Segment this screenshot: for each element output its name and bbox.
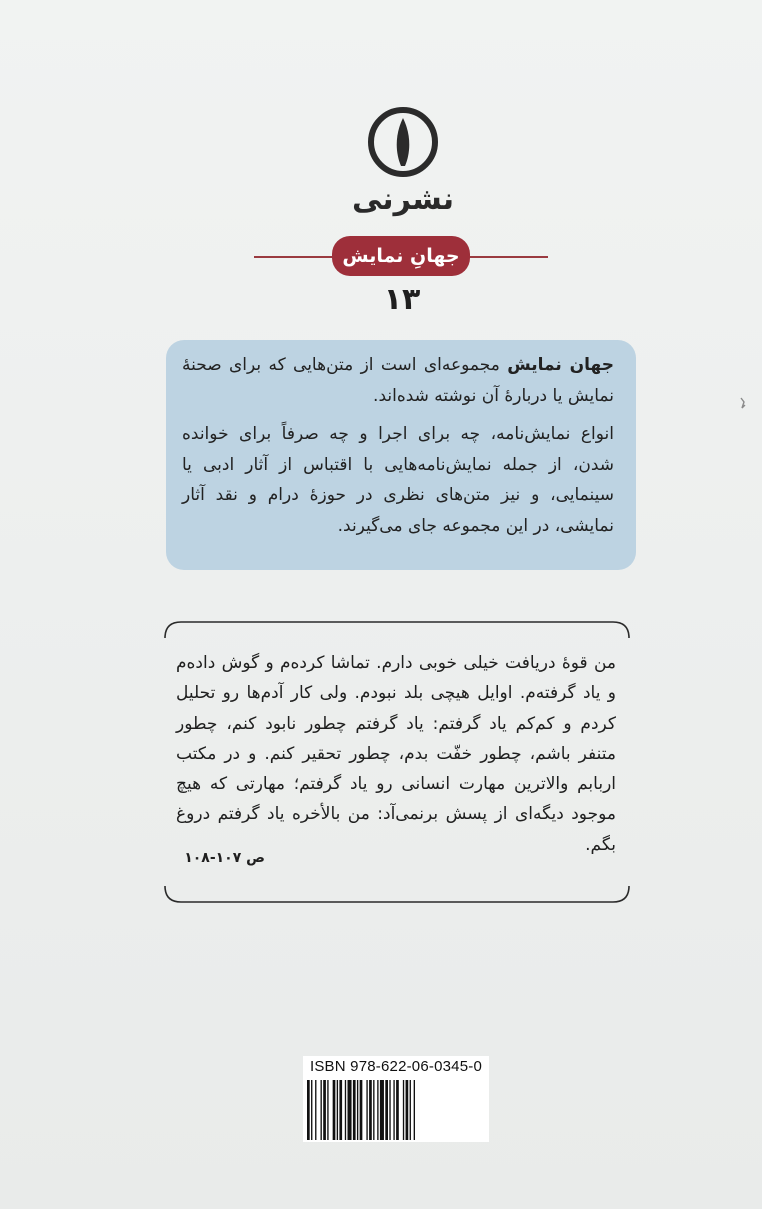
isbn-barcode: [303, 1056, 489, 1142]
barcode-bar: [414, 1080, 415, 1140]
barcode-bar: [307, 1080, 310, 1140]
series-divider-left: [254, 256, 334, 258]
barcode-bar: [366, 1080, 367, 1140]
barcode-bars-icon: [307, 1080, 485, 1140]
barcode-bar: [403, 1080, 404, 1140]
series-description-lead: جهان نمایش: [507, 355, 614, 375]
excerpt-page-reference: ص ۱۰۷-۱۰۸: [184, 850, 265, 866]
barcode-bar: [373, 1080, 374, 1140]
series-description-para2: انواع نمایش‌نامه، چه برای اجرا و چه صرفاً برای خوانده شدن، از جمله نمایش‌نامه‌هایی با اقتباس از آثار ادبی یا سینمایی، و نیز متن‌های نظری در حوزهٔ درام و نقد آثار نمایشی، در این مجموعه جای می‌گیرند.: [182, 424, 614, 536]
barcode-bar: [410, 1080, 411, 1140]
barcode-bar: [311, 1080, 312, 1140]
series-divider-right: [468, 256, 548, 258]
series-description-box: [166, 340, 636, 570]
barcode-bar: [385, 1080, 388, 1140]
barcode-bar: [315, 1080, 316, 1140]
barcode-bar: [345, 1080, 346, 1140]
barcode-bar: [377, 1080, 378, 1140]
barcode-bar: [353, 1080, 356, 1140]
series-number: ۱۳: [383, 282, 421, 317]
barcode-bar: [321, 1080, 322, 1140]
barcode-bar: [339, 1080, 342, 1140]
nashr-ney-logo-icon: [367, 100, 439, 182]
publisher-name: نشرنی: [351, 182, 455, 217]
barcode-bar: [360, 1080, 363, 1140]
barcode-bar: [380, 1080, 384, 1140]
cover-scuff-mark: [738, 396, 748, 410]
excerpt-quote-text: من قوهٔ دریافت خیلی خوبی دارم. تماشا کرده‌م و گوش داده‌م و یاد گرفته‌م. اوایل هیچی بلد نبودم. ولی کار آدم‌ها رو تحلیل کردم و کم‌کم یاد گرفتم: یاد گرفتم چطور نابود کنم، چطور متنفر باشم، چطور خفّت بدم، چطور تحقیر کنم. و در مکتب اربابم والاترین مهارت انسانی رو یاد گرفتم؛ مهارتی که هیچ موجود دیگه‌ای از پسش برنمی‌آد: من بالأخره یاد گرفتم دروغ بگم.: [176, 653, 616, 855]
barcode-bar: [323, 1080, 326, 1140]
barcode-bar: [406, 1080, 409, 1140]
series-badge: جهانِ نمایش: [332, 236, 470, 276]
barcode-bar: [337, 1080, 338, 1140]
series-description-line1: مجموعه‌ای است از متن‌هایی که برای صحنهٔ نمایش یا دربارهٔ آن نوشته شده‌اند.: [182, 355, 614, 406]
barcode-bar: [369, 1080, 372, 1140]
barcode-bar: [357, 1080, 358, 1140]
barcode-bar: [396, 1080, 399, 1140]
barcode-bar: [348, 1080, 352, 1140]
barcode-bar: [389, 1080, 390, 1140]
excerpt-quote: [176, 648, 616, 860]
barcode-bar: [333, 1080, 336, 1140]
barcode-bar: [393, 1080, 394, 1140]
isbn-number: ISBN 978-622-06-0345-0: [309, 1058, 482, 1075]
barcode-bar: [327, 1080, 328, 1140]
series-description-para1: [182, 350, 614, 411]
